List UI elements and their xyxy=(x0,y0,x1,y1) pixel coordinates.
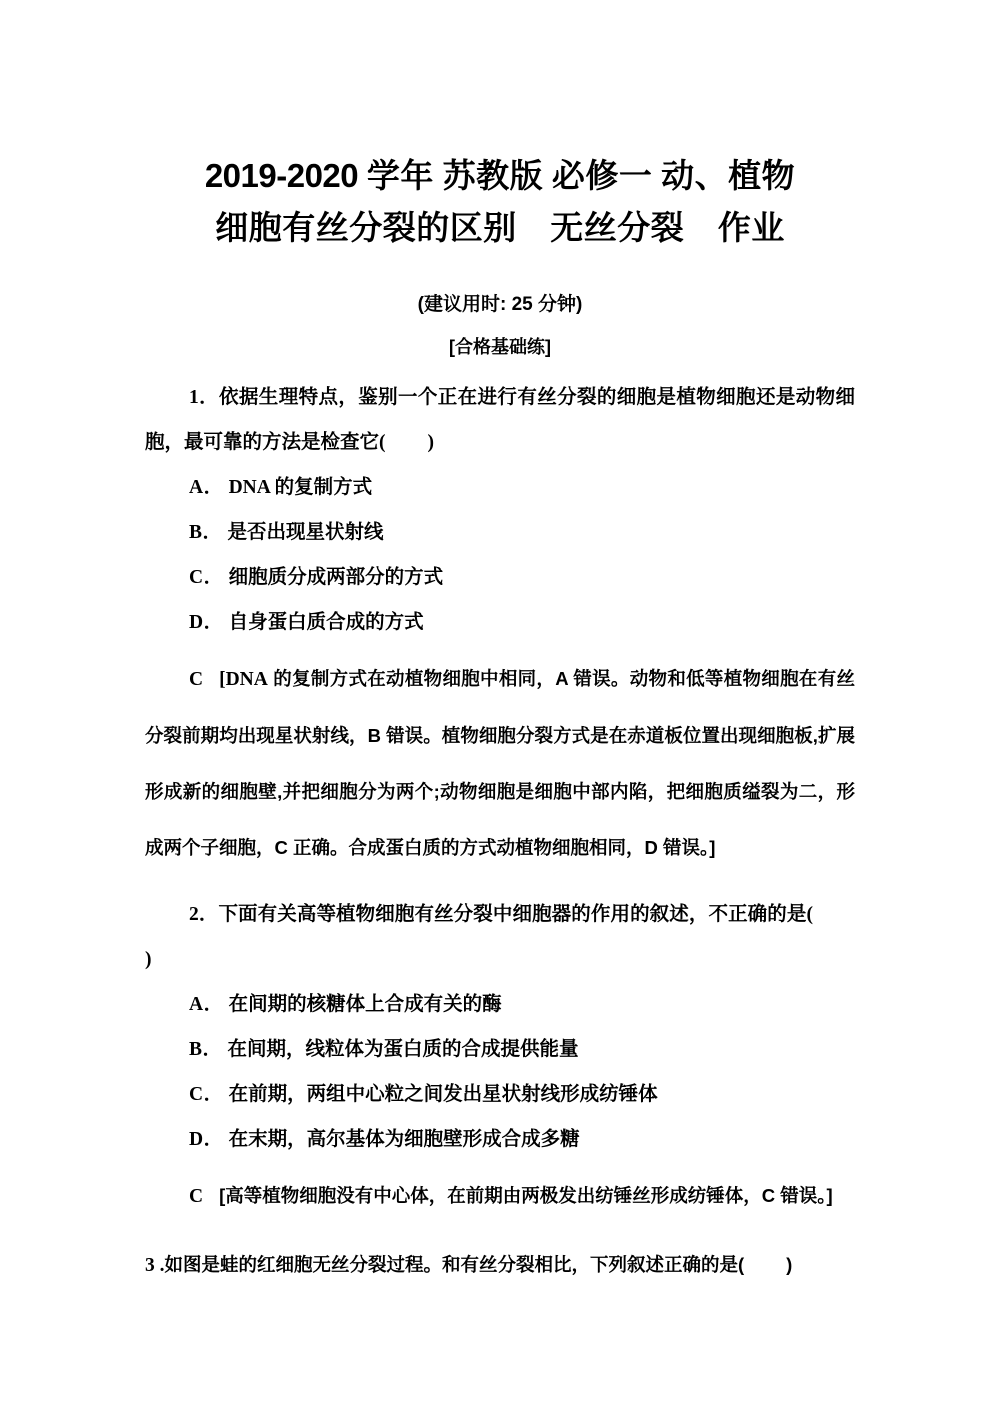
option-label: B． xyxy=(189,522,223,543)
question-1-text: 依据生理特点，鉴别一个正在进行有丝分裂的细胞是植物细胞还是动物细胞，最可靠的方法是检查它( xyxy=(145,387,855,453)
question-1-option-a[interactable] xyxy=(145,465,855,510)
question-1-option-d[interactable] xyxy=(145,600,855,645)
question-2-text: 下面有关高等植物细胞有丝分裂中细胞器的作用的叙述，不正确的是( xyxy=(218,904,813,925)
option-label: D． xyxy=(189,1129,224,1150)
question-1-stem xyxy=(145,375,855,465)
question-1-stem-close: ) xyxy=(427,432,434,453)
question-1-explanation xyxy=(145,651,855,876)
question-3-text: 如图是蛙的红细胞无丝分裂过程。和有丝分裂相比，下列叙述正确的是( xyxy=(164,1254,745,1275)
question-1-option-c[interactable] xyxy=(145,555,855,600)
question-2-number: 2． xyxy=(189,904,219,925)
option-label: C． xyxy=(189,567,224,588)
option-text: 是否出现星状射线 xyxy=(227,522,384,543)
question-3-stem xyxy=(145,1245,855,1286)
question-1-explanation-open: [DNA xyxy=(219,669,268,690)
question-2-explanation xyxy=(145,1168,855,1225)
title-line-2: 细胞有丝分裂的区别 无丝分裂 作业 xyxy=(215,211,785,247)
question-3-stem-close: ) xyxy=(786,1254,793,1275)
section-tag: [合格基础练] xyxy=(449,337,551,357)
title-year-range: 2019-2020 xyxy=(204,157,359,194)
question-2-answer: C xyxy=(189,1186,204,1207)
question-1-number: 1． xyxy=(189,387,220,408)
question-2-option-c[interactable] xyxy=(145,1072,855,1117)
question-2-option-b[interactable] xyxy=(145,1027,855,1072)
option-label: A． xyxy=(189,477,224,498)
option-text: 在末期，高尔基体为细胞壁形成合成多糖 xyxy=(228,1129,580,1150)
question-2-explanation-open: [高等植物细胞没有中心体，在前期由两极发出纺锤丝形成纺锤体，C 错 xyxy=(219,1185,799,1206)
option-label: C． xyxy=(189,1084,224,1105)
option-text: 在间期，线粒体为蛋白质的合成提供能量 xyxy=(227,1039,579,1060)
option-label: D． xyxy=(189,612,224,633)
option-label: A． xyxy=(189,994,224,1015)
question-2-stem-close: ) xyxy=(145,949,152,970)
option-text: 在间期的核糖体上合成有关的酶 xyxy=(228,994,502,1015)
question-2-option-d[interactable] xyxy=(145,1117,855,1162)
question-1-answer: C xyxy=(189,669,204,690)
page-title xyxy=(145,0,855,255)
question-2-explanation-text: 误。] xyxy=(798,1185,833,1206)
question-2-stem xyxy=(145,892,855,982)
title-line-1-rest: 学年 苏教版 必修一 动、植物 xyxy=(358,159,796,195)
option-text: 自身蛋白质合成的方式 xyxy=(228,612,424,633)
option-text: DNA 的复制方式 xyxy=(228,477,373,498)
option-label: B． xyxy=(189,1039,223,1060)
suggested-time: (建议用时: 25 分钟) xyxy=(417,294,583,315)
question-1-option-b[interactable] xyxy=(145,510,855,555)
title-line-1 xyxy=(205,159,795,195)
question-1-explanation-text: 的复制方式在动植物细胞中相同，A 错误。动物和低等植物细胞在有丝分裂前期均出现星状射线，B 错误。植物细胞分裂方式是在赤道板位置出现细胞板,扩展形成新的细胞壁,并把细胞分为两个;动物细胞是细胞中部内陷，把细胞质缢裂为二，形成两个子细胞，C 正确。合成蛋白质的方式动植物细胞相同，D 错误。] xyxy=(145,668,855,858)
option-text: 在前期，两组中心粒之间发出星状射线形成纺锤体 xyxy=(228,1084,658,1105)
option-text: 细胞质分成两部分的方式 xyxy=(228,567,444,588)
question-3-number: 3 . xyxy=(145,1255,165,1276)
question-2-option-a[interactable] xyxy=(145,982,855,1027)
